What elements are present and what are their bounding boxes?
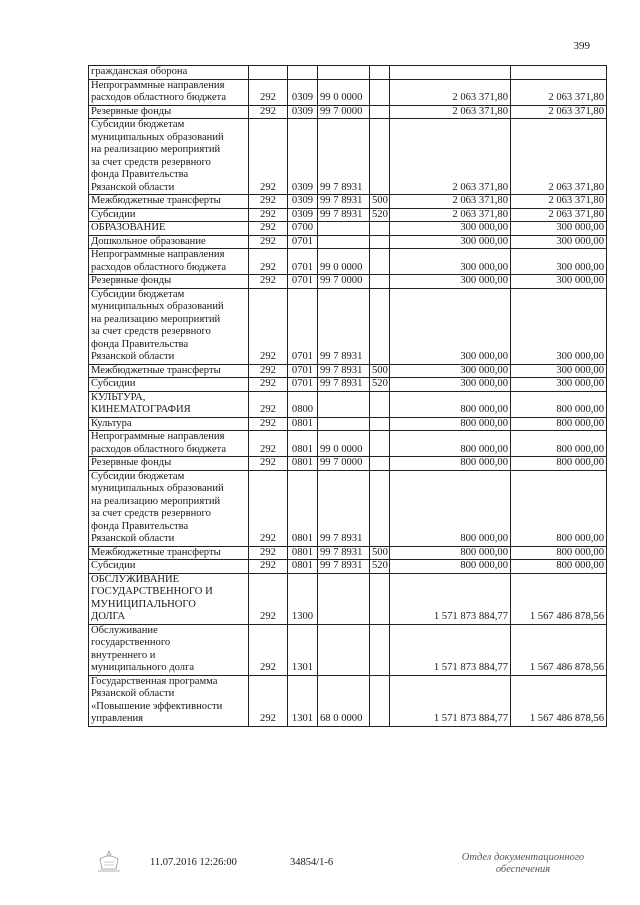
cell-razdel: 0801: [288, 560, 318, 574]
cell-csr: [318, 235, 370, 249]
cell-csr: 99 7 8931: [318, 288, 370, 364]
cell-vr: [370, 288, 390, 364]
table-row: [89, 391, 607, 417]
cell-sum-2016: 800 000,00: [390, 560, 511, 574]
cell-vr: [370, 249, 390, 275]
cell-vr: [370, 624, 390, 675]
cell-sum-2017: 2 063 371,80: [511, 195, 607, 209]
cell-grbs: 292: [249, 378, 288, 392]
cell-vr: [370, 470, 390, 546]
cell-grbs: 292: [249, 675, 288, 726]
cell-name: Резервные фонды: [89, 105, 249, 119]
table-row: [89, 66, 607, 80]
cell-razdel: 0309: [288, 79, 318, 105]
cell-csr: [318, 222, 370, 236]
table-body: [89, 66, 607, 727]
cell-name: Субсидии: [89, 560, 249, 574]
cell-csr: 99 7 8931: [318, 208, 370, 222]
cell-sum-2016: 800 000,00: [390, 417, 511, 431]
cell-sum-2017: 300 000,00: [511, 235, 607, 249]
cell-sum-2016: 2 063 371,80: [390, 119, 511, 195]
cell-vr: [370, 675, 390, 726]
cell-name: Субсидии бюджетам муниципальных образований на реализацию мероприятий за счет средств резервного фонда Правительства Рязанской области: [89, 119, 249, 195]
cell-grbs: 292: [249, 624, 288, 675]
cell-sum-2016: 2 063 371,80: [390, 105, 511, 119]
cell-sum-2017: 800 000,00: [511, 417, 607, 431]
footer-dept-line1: Отдел документационного: [461, 852, 585, 863]
cell-vr: [370, 573, 390, 624]
cell-razdel: [288, 66, 318, 80]
cell-grbs: 292: [249, 79, 288, 105]
cell-vr: 500: [370, 546, 390, 560]
cell-razdel: 0309: [288, 119, 318, 195]
cell-csr: 99 7 0000: [318, 275, 370, 289]
cell-sum-2017: 800 000,00: [511, 560, 607, 574]
cell-sum-2016: [390, 66, 511, 80]
cell-sum-2017: 2 063 371,80: [511, 105, 607, 119]
cell-razdel: 1301: [288, 624, 318, 675]
cell-vr: 500: [370, 195, 390, 209]
cell-csr: [318, 624, 370, 675]
table-row: [89, 235, 607, 249]
cell-sum-2016: 300 000,00: [390, 275, 511, 289]
table-row: [89, 546, 607, 560]
cell-name: Субсидии: [89, 378, 249, 392]
cell-grbs: 292: [249, 105, 288, 119]
cell-name: Непрограммные направления расходов областного бюджета: [89, 249, 249, 275]
table-row: [89, 675, 607, 726]
cell-sum-2017: 800 000,00: [511, 391, 607, 417]
emblem-icon: [94, 849, 124, 875]
cell-csr: 99 7 8931: [318, 560, 370, 574]
cell-csr: 99 7 0000: [318, 457, 370, 471]
cell-razdel: 0801: [288, 546, 318, 560]
cell-sum-2016: 2 063 371,80: [390, 195, 511, 209]
cell-vr: 500: [370, 364, 390, 378]
cell-vr: 520: [370, 560, 390, 574]
cell-razdel: 0309: [288, 208, 318, 222]
cell-name: Резервные фонды: [89, 457, 249, 471]
table-row: [89, 105, 607, 119]
cell-csr: 99 7 8931: [318, 119, 370, 195]
cell-vr: [370, 235, 390, 249]
cell-grbs: 292: [249, 560, 288, 574]
cell-csr: 99 0 0000: [318, 431, 370, 457]
cell-csr: 99 7 8931: [318, 364, 370, 378]
footer-dept-line2: обеспечения: [495, 864, 551, 875]
table-row: [89, 208, 607, 222]
cell-razdel: 0801: [288, 431, 318, 457]
cell-vr: [370, 105, 390, 119]
cell-razdel: 0309: [288, 195, 318, 209]
cell-sum-2016: 300 000,00: [390, 288, 511, 364]
cell-razdel: 0701: [288, 235, 318, 249]
cell-sum-2017: 300 000,00: [511, 222, 607, 236]
cell-razdel: 0309: [288, 105, 318, 119]
table-row: [89, 222, 607, 236]
cell-csr: [318, 391, 370, 417]
cell-name: Межбюджетные трансферты: [89, 546, 249, 560]
cell-name: КУЛЬТУРА, КИНЕМАТОГРАФИЯ: [89, 391, 249, 417]
cell-csr: 99 7 8931: [318, 378, 370, 392]
cell-name: Субсидии бюджетам муниципальных образований на реализацию мероприятий за счет средств резервного фонда Правительства Рязанской области: [89, 470, 249, 546]
cell-name: ОБСЛУЖИВАНИЕ ГОСУДАРСТВЕННОГО И МУНИЦИПАЛЬНОГО ДОЛГА: [89, 573, 249, 624]
cell-grbs: 292: [249, 573, 288, 624]
cell-sum-2016: 300 000,00: [390, 364, 511, 378]
cell-csr: [318, 573, 370, 624]
cell-name: Дошкольное образование: [89, 235, 249, 249]
cell-sum-2016: 300 000,00: [390, 222, 511, 236]
cell-sum-2017: 2 063 371,80: [511, 208, 607, 222]
cell-vr: [370, 222, 390, 236]
cell-vr: 520: [370, 378, 390, 392]
cell-csr: [318, 417, 370, 431]
cell-sum-2016: 800 000,00: [390, 470, 511, 546]
table-row: [89, 364, 607, 378]
cell-razdel: 0700: [288, 222, 318, 236]
table-row: [89, 378, 607, 392]
cell-grbs: 292: [249, 457, 288, 471]
cell-grbs: 292: [249, 249, 288, 275]
cell-sum-2016: 2 063 371,80: [390, 208, 511, 222]
page-number: 399: [573, 40, 590, 52]
table-row: [89, 573, 607, 624]
cell-sum-2017: 2 063 371,80: [511, 119, 607, 195]
footer-department-stamp: [448, 852, 598, 876]
cell-name: Субсидии: [89, 208, 249, 222]
cell-sum-2017: [511, 66, 607, 80]
cell-sum-2017: 800 000,00: [511, 457, 607, 471]
cell-sum-2016: 800 000,00: [390, 546, 511, 560]
cell-name: Обслуживание государственного внутреннего и муниципального долга: [89, 624, 249, 675]
cell-grbs: 292: [249, 288, 288, 364]
cell-grbs: 292: [249, 235, 288, 249]
table-row: [89, 79, 607, 105]
cell-name: Непрограммные направления расходов областного бюджета: [89, 431, 249, 457]
cell-sum-2016: 300 000,00: [390, 235, 511, 249]
cell-sum-2016: 1 571 873 884,77: [390, 675, 511, 726]
cell-sum-2016: 1 571 873 884,77: [390, 624, 511, 675]
cell-razdel: 0801: [288, 470, 318, 546]
cell-csr: 99 0 0000: [318, 249, 370, 275]
cell-sum-2017: 300 000,00: [511, 275, 607, 289]
cell-vr: [370, 431, 390, 457]
cell-sum-2017: 300 000,00: [511, 378, 607, 392]
cell-name: Межбюджетные трансферты: [89, 364, 249, 378]
cell-vr: [370, 79, 390, 105]
table-row: [89, 470, 607, 546]
cell-sum-2017: 800 000,00: [511, 470, 607, 546]
cell-razdel: 1301: [288, 675, 318, 726]
cell-csr: 99 7 8931: [318, 470, 370, 546]
table-row: [89, 119, 607, 195]
cell-sum-2017: 1 567 486 878,56: [511, 573, 607, 624]
cell-name: Субсидии бюджетам муниципальных образований на реализацию мероприятий за счет средств резервного фонда Правительства Рязанской области: [89, 288, 249, 364]
cell-grbs: 292: [249, 222, 288, 236]
table-row: [89, 417, 607, 431]
cell-sum-2016: 800 000,00: [390, 391, 511, 417]
cell-vr: [370, 275, 390, 289]
cell-sum-2017: 1 567 486 878,56: [511, 675, 607, 726]
cell-csr: [318, 66, 370, 80]
cell-sum-2017: 800 000,00: [511, 546, 607, 560]
cell-vr: 520: [370, 208, 390, 222]
budget-table: [88, 65, 607, 727]
cell-name: гражданская оборона: [89, 66, 249, 80]
cell-sum-2016: 300 000,00: [390, 249, 511, 275]
cell-grbs: 292: [249, 417, 288, 431]
cell-name: Непрограммные направления расходов областного бюджета: [89, 79, 249, 105]
cell-sum-2016: 300 000,00: [390, 378, 511, 392]
cell-grbs: 292: [249, 275, 288, 289]
cell-sum-2016: 800 000,00: [390, 457, 511, 471]
cell-razdel: 0801: [288, 457, 318, 471]
cell-csr: 99 0 0000: [318, 79, 370, 105]
cell-csr: 99 7 0000: [318, 105, 370, 119]
table-row: [89, 560, 607, 574]
cell-razdel: 0701: [288, 288, 318, 364]
cell-vr: [370, 119, 390, 195]
cell-csr: 68 0 0000: [318, 675, 370, 726]
cell-sum-2017: 300 000,00: [511, 249, 607, 275]
cell-grbs: 292: [249, 208, 288, 222]
cell-razdel: 0701: [288, 378, 318, 392]
cell-csr: 99 7 8931: [318, 195, 370, 209]
table-row: [89, 457, 607, 471]
cell-name: Резервные фонды: [89, 275, 249, 289]
cell-razdel: 0801: [288, 417, 318, 431]
table-row: [89, 275, 607, 289]
cell-razdel: 1300: [288, 573, 318, 624]
cell-csr: 99 7 8931: [318, 546, 370, 560]
cell-vr: [370, 457, 390, 471]
cell-grbs: 292: [249, 391, 288, 417]
cell-sum-2017: 300 000,00: [511, 288, 607, 364]
cell-vr: [370, 66, 390, 80]
cell-sum-2016: 800 000,00: [390, 431, 511, 457]
table-row: [89, 288, 607, 364]
table-row: [89, 195, 607, 209]
cell-vr: [370, 391, 390, 417]
cell-razdel: 0701: [288, 364, 318, 378]
cell-sum-2017: 2 063 371,80: [511, 79, 607, 105]
cell-name: Государственная программа Рязанской области «Повышение эффективности управления: [89, 675, 249, 726]
cell-razdel: 0701: [288, 275, 318, 289]
cell-name: Культура: [89, 417, 249, 431]
cell-grbs: 292: [249, 119, 288, 195]
cell-sum-2016: 2 063 371,80: [390, 79, 511, 105]
cell-grbs: 292: [249, 470, 288, 546]
cell-sum-2017: 1 567 486 878,56: [511, 624, 607, 675]
cell-vr: [370, 417, 390, 431]
footer-doc-number: 34854/1-6: [290, 857, 334, 868]
table-row: [89, 624, 607, 675]
table-row: [89, 431, 607, 457]
cell-grbs: 292: [249, 546, 288, 560]
cell-grbs: 292: [249, 364, 288, 378]
footer-datetime: 11.07.2016 12:26:00: [150, 857, 237, 868]
cell-sum-2017: 300 000,00: [511, 364, 607, 378]
cell-name: ОБРАЗОВАНИЕ: [89, 222, 249, 236]
cell-grbs: [249, 66, 288, 80]
cell-grbs: 292: [249, 431, 288, 457]
cell-sum-2016: 1 571 873 884,77: [390, 573, 511, 624]
cell-sum-2017: 800 000,00: [511, 431, 607, 457]
cell-name: Межбюджетные трансферты: [89, 195, 249, 209]
table-row: [89, 249, 607, 275]
cell-razdel: 0800: [288, 391, 318, 417]
cell-grbs: 292: [249, 195, 288, 209]
cell-razdel: 0701: [288, 249, 318, 275]
